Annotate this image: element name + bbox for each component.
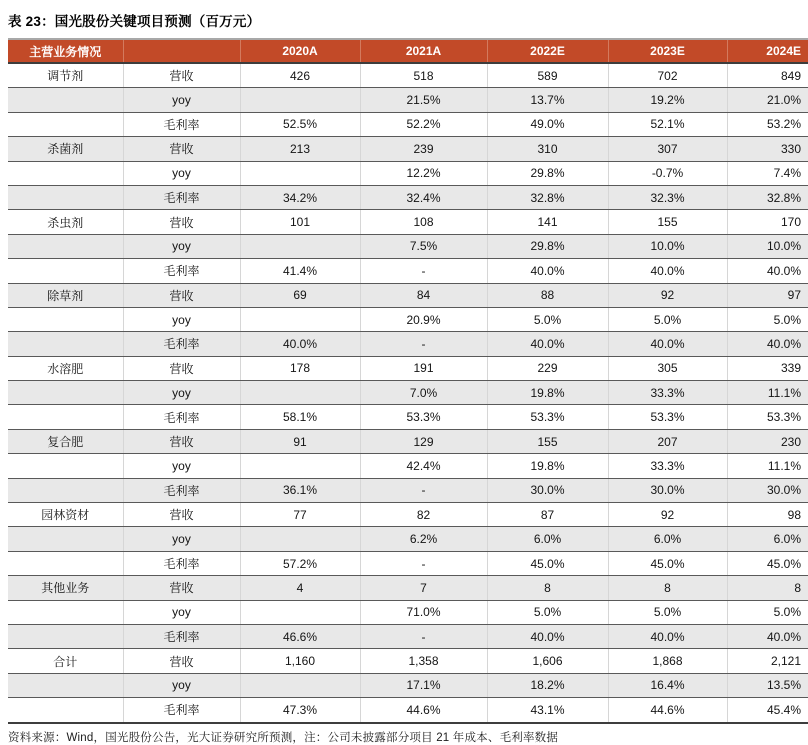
value-cell: 45.4% (727, 698, 808, 723)
value-cell: 155 (608, 210, 727, 234)
table-row (8, 551, 808, 575)
value-cell: 8 (487, 576, 608, 600)
value-cell: 108 (360, 210, 487, 234)
segment-cell: 除草剂 (8, 283, 123, 307)
value-cell: 5.0% (608, 600, 727, 624)
value-cell (240, 527, 360, 551)
table-row (8, 161, 808, 185)
segment-cell (8, 161, 123, 185)
segment-cell (8, 185, 123, 209)
value-cell: 5.0% (608, 307, 727, 331)
value-cell: 191 (360, 356, 487, 380)
value-cell: 45.0% (727, 551, 808, 575)
value-cell: 44.6% (360, 698, 487, 723)
value-cell: 101 (240, 210, 360, 234)
value-cell (240, 454, 360, 478)
table-header (8, 39, 808, 63)
value-cell: 1,160 (240, 649, 360, 673)
value-cell: 10.0% (727, 234, 808, 258)
value-cell: 43.1% (487, 698, 608, 723)
value-cell: 40.0% (727, 259, 808, 283)
metric-cell: yoy (123, 454, 240, 478)
source-note: 资料来源：Wind，国光股份公告，光大证券研究所预测，注：公司未披露部分项目 21 年成本、毛利率数据 (8, 731, 559, 744)
value-cell: 52.5% (240, 112, 360, 136)
header-metric-spacer (123, 39, 240, 63)
metric-cell: 营收 (123, 429, 240, 453)
value-cell: 40.0% (727, 624, 808, 648)
value-cell: 5.0% (727, 600, 808, 624)
value-cell: 40.0% (487, 259, 608, 283)
value-cell: 71.0% (360, 600, 487, 624)
value-cell: 18.2% (487, 673, 608, 697)
value-cell: 53.3% (727, 405, 808, 429)
value-cell: - (360, 551, 487, 575)
value-cell: 426 (240, 63, 360, 88)
segment-cell (8, 551, 123, 575)
value-cell: 19.8% (487, 381, 608, 405)
value-cell: 53.2% (727, 112, 808, 136)
header-year: 2024E (727, 39, 808, 63)
segment-cell (8, 88, 123, 112)
value-cell: 170 (727, 210, 808, 234)
value-cell: 57.2% (240, 551, 360, 575)
metric-cell: 营收 (123, 356, 240, 380)
segment-cell (8, 698, 123, 723)
segment-cell: 杀菌剂 (8, 137, 123, 161)
metric-cell: yoy (123, 161, 240, 185)
value-cell: 34.2% (240, 185, 360, 209)
value-cell: 19.2% (608, 88, 727, 112)
table-row (8, 88, 808, 112)
value-cell: - (360, 332, 487, 356)
value-cell: -0.7% (608, 161, 727, 185)
metric-cell: 毛利率 (123, 112, 240, 136)
value-cell: 52.1% (608, 112, 727, 136)
value-cell: 141 (487, 210, 608, 234)
segment-cell (8, 307, 123, 331)
value-cell: 8 (608, 576, 727, 600)
value-cell: 45.0% (608, 551, 727, 575)
header-year: 2020A (240, 39, 360, 63)
value-cell: 58.1% (240, 405, 360, 429)
value-cell: 178 (240, 356, 360, 380)
table-row (8, 405, 808, 429)
segment-cell (8, 234, 123, 258)
value-cell: 32.3% (608, 185, 727, 209)
value-cell: 702 (608, 63, 727, 88)
metric-cell: 毛利率 (123, 332, 240, 356)
segment-cell (8, 454, 123, 478)
value-cell: 87 (487, 503, 608, 527)
value-cell: 30.0% (727, 478, 808, 502)
value-cell: 11.1% (727, 381, 808, 405)
segment-cell (8, 478, 123, 502)
value-cell: 47.3% (240, 698, 360, 723)
value-cell: 53.3% (487, 405, 608, 429)
value-cell: 16.4% (608, 673, 727, 697)
value-cell: 239 (360, 137, 487, 161)
value-cell: 40.0% (487, 624, 608, 648)
value-cell: 2,121 (727, 649, 808, 673)
value-cell: 32.8% (487, 185, 608, 209)
value-cell: 7.5% (360, 234, 487, 258)
segment-cell: 调节剂 (8, 63, 123, 88)
segment-cell: 杀虫剂 (8, 210, 123, 234)
table-row (8, 527, 808, 551)
value-cell: 518 (360, 63, 487, 88)
segment-cell (8, 259, 123, 283)
value-cell: 84 (360, 283, 487, 307)
value-cell: 32.8% (727, 185, 808, 209)
value-cell: - (360, 478, 487, 502)
metric-cell: yoy (123, 600, 240, 624)
segment-cell (8, 112, 123, 136)
segment-cell: 水溶肥 (8, 356, 123, 380)
value-cell: 69 (240, 283, 360, 307)
value-cell: 305 (608, 356, 727, 380)
value-cell: 32.4% (360, 185, 487, 209)
value-cell: 5.0% (727, 307, 808, 331)
value-cell: 1,606 (487, 649, 608, 673)
header-year: 2023E (608, 39, 727, 63)
value-cell: 129 (360, 429, 487, 453)
value-cell: 17.1% (360, 673, 487, 697)
value-cell: 19.8% (487, 454, 608, 478)
table-row (8, 429, 808, 453)
value-cell: 29.8% (487, 161, 608, 185)
value-cell: 213 (240, 137, 360, 161)
metric-cell: 毛利率 (123, 624, 240, 648)
metric-cell: yoy (123, 527, 240, 551)
value-cell: 36.1% (240, 478, 360, 502)
table-row (8, 503, 808, 527)
value-cell: 5.0% (487, 307, 608, 331)
value-cell: - (360, 624, 487, 648)
value-cell: 310 (487, 137, 608, 161)
value-cell: 6.2% (360, 527, 487, 551)
value-cell: 41.4% (240, 259, 360, 283)
metric-cell: 营收 (123, 63, 240, 88)
value-cell: - (360, 259, 487, 283)
value-cell: 30.0% (608, 478, 727, 502)
segment-cell: 复合肥 (8, 429, 123, 453)
value-cell: 21.5% (360, 88, 487, 112)
table-row (8, 283, 808, 307)
table-row (8, 624, 808, 648)
table-row (8, 454, 808, 478)
metric-cell: 营收 (123, 210, 240, 234)
segment-cell (8, 381, 123, 405)
table-title: 表 23：国光股份关键项目预测（百万元） (8, 14, 261, 29)
value-cell: 13.5% (727, 673, 808, 697)
value-cell: 40.0% (608, 259, 727, 283)
segment-cell: 其他业务 (8, 576, 123, 600)
value-cell: 1,868 (608, 649, 727, 673)
header-year: 2021A (360, 39, 487, 63)
segment-cell: 园林资材 (8, 503, 123, 527)
value-cell: 13.7% (487, 88, 608, 112)
value-cell: 330 (727, 137, 808, 161)
value-cell: 46.6% (240, 624, 360, 648)
segment-cell (8, 527, 123, 551)
table-row (8, 478, 808, 502)
value-cell: 7.4% (727, 161, 808, 185)
value-cell: 6.0% (608, 527, 727, 551)
metric-cell: yoy (123, 88, 240, 112)
value-cell: 1,358 (360, 649, 487, 673)
table-row (8, 332, 808, 356)
metric-cell: yoy (123, 381, 240, 405)
value-cell (240, 381, 360, 405)
metric-cell: 营收 (123, 137, 240, 161)
value-cell: 6.0% (487, 527, 608, 551)
value-cell: 207 (608, 429, 727, 453)
table-row (8, 600, 808, 624)
metric-cell: 毛利率 (123, 478, 240, 502)
value-cell: 40.0% (240, 332, 360, 356)
table-row (8, 210, 808, 234)
value-cell: 33.3% (608, 381, 727, 405)
value-cell: 77 (240, 503, 360, 527)
metric-cell: yoy (123, 307, 240, 331)
segment-cell (8, 673, 123, 697)
value-cell: 98 (727, 503, 808, 527)
value-cell: 33.3% (608, 454, 727, 478)
segment-cell (8, 405, 123, 429)
metric-cell: 营收 (123, 503, 240, 527)
value-cell: 92 (608, 283, 727, 307)
metric-cell: 营收 (123, 283, 240, 307)
value-cell: 49.0% (487, 112, 608, 136)
value-cell (240, 161, 360, 185)
header-business-label: 主营业务情况 (8, 39, 123, 63)
value-cell: 4 (240, 576, 360, 600)
table-row (8, 259, 808, 283)
table-row (8, 307, 808, 331)
table-row (8, 698, 808, 723)
value-cell: 91 (240, 429, 360, 453)
table-row (8, 649, 808, 673)
value-cell: 29.8% (487, 234, 608, 258)
value-cell (240, 673, 360, 697)
metric-cell: 毛利率 (123, 259, 240, 283)
value-cell: 40.0% (727, 332, 808, 356)
value-cell: 20.9% (360, 307, 487, 331)
metric-cell: yoy (123, 234, 240, 258)
metric-cell: 毛利率 (123, 405, 240, 429)
segment-cell (8, 332, 123, 356)
segment-cell (8, 624, 123, 648)
value-cell: 8 (727, 576, 808, 600)
value-cell: 52.2% (360, 112, 487, 136)
table-body (8, 63, 808, 723)
value-cell: 21.0% (727, 88, 808, 112)
value-cell: 7 (360, 576, 487, 600)
value-cell: 12.2% (360, 161, 487, 185)
value-cell: 92 (608, 503, 727, 527)
header-year: 2022E (487, 39, 608, 63)
value-cell (240, 600, 360, 624)
value-cell: 45.0% (487, 551, 608, 575)
value-cell (240, 307, 360, 331)
metric-cell: 毛利率 (123, 551, 240, 575)
value-cell: 53.3% (608, 405, 727, 429)
value-cell: 230 (727, 429, 808, 453)
value-cell: 6.0% (727, 527, 808, 551)
value-cell: 82 (360, 503, 487, 527)
table-row (8, 137, 808, 161)
metric-cell: yoy (123, 673, 240, 697)
table-row (8, 234, 808, 258)
table-row (8, 185, 808, 209)
table-row (8, 112, 808, 136)
value-cell: 53.3% (360, 405, 487, 429)
table-row (8, 381, 808, 405)
value-cell: 40.0% (608, 624, 727, 648)
value-cell: 97 (727, 283, 808, 307)
table-row (8, 63, 808, 88)
value-cell: 88 (487, 283, 608, 307)
value-cell: 30.0% (487, 478, 608, 502)
value-cell: 849 (727, 63, 808, 88)
value-cell: 40.0% (608, 332, 727, 356)
value-cell: 5.0% (487, 600, 608, 624)
table-row (8, 673, 808, 697)
table-row (8, 356, 808, 380)
metric-cell: 营收 (123, 576, 240, 600)
segment-cell (8, 600, 123, 624)
metric-cell: 毛利率 (123, 698, 240, 723)
value-cell: 155 (487, 429, 608, 453)
table-row (8, 576, 808, 600)
value-cell: 339 (727, 356, 808, 380)
segment-cell: 合计 (8, 649, 123, 673)
value-cell: 589 (487, 63, 608, 88)
header-row (8, 39, 808, 63)
value-cell: 10.0% (608, 234, 727, 258)
value-cell: 44.6% (608, 698, 727, 723)
value-cell: 307 (608, 137, 727, 161)
value-cell (240, 88, 360, 112)
forecast-table (8, 38, 808, 724)
value-cell (240, 234, 360, 258)
value-cell: 42.4% (360, 454, 487, 478)
value-cell: 7.0% (360, 381, 487, 405)
value-cell: 11.1% (727, 454, 808, 478)
value-cell: 40.0% (487, 332, 608, 356)
metric-cell: 营收 (123, 649, 240, 673)
value-cell: 229 (487, 356, 608, 380)
metric-cell: 毛利率 (123, 185, 240, 209)
